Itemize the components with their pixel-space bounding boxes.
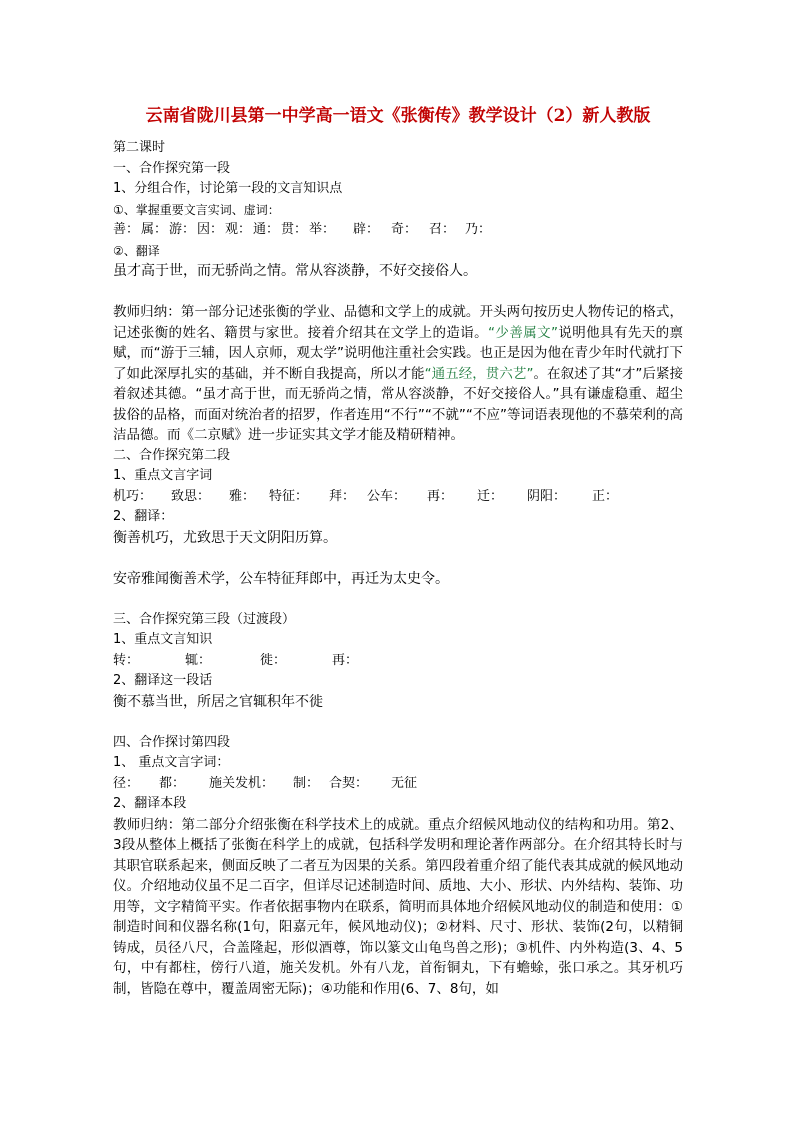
section2-translate-1: 衡善机巧，尤致思于天文阴阳历算。 — [113, 529, 337, 546]
word-item: 举： — [309, 222, 336, 237]
section1-word-list — [113, 220, 683, 241]
word-item: 属： — [141, 222, 168, 237]
section2-word-list — [113, 487, 683, 508]
section4-heading: 四、合作探讨第四段 — [113, 734, 231, 750]
word-item: 游： — [169, 222, 196, 237]
section3-word-list — [113, 651, 683, 672]
section2-sub: 2、翻译： — [113, 509, 174, 524]
section2-task: 1、重点文言字词 — [113, 468, 213, 483]
word-item: 特征： — [269, 488, 309, 504]
word-item: 通： — [253, 222, 280, 237]
word-item: 都： — [159, 775, 186, 791]
word-item: 合契： — [329, 775, 369, 791]
word-item: 贯： — [281, 222, 308, 237]
word-item: 奇： — [391, 222, 418, 237]
document-body — [113, 104, 683, 999]
word-item: 召： — [429, 222, 456, 237]
section3-translate: 衡不慕当世，所居之官辄积年不徙 — [113, 693, 323, 710]
section1-heading: 一、合作探究第一段 — [113, 160, 231, 176]
section1-sub1: ①、掌握重要文言实词、虚词： — [113, 202, 280, 217]
section4-sub: 2、翻译本段 — [113, 796, 187, 811]
summary-paragraph-2: 教师归纳：第二部分介绍张衡在科学技术上的成就。重点介绍候风地动仪的结构和功用。第2、3段从整体上概括了张衡在科学上的成就，包括科学发明和理论著作两部分。在介绍其特长时与其职官联系起来，侧面反映了二者互为因果的关系。第四段着重介绍了能代表其成就的候风地动仪。介绍地动仪虽不足二百字，但详尽记述制造时间、质地、大小、形状、内外结构、装饰、功用等，文字精简平实。作者依据事物内在联系，简明而具体地介绍候风地动仪的制造和使用：①制造时间和仪器名称(1句，阳嘉元年，候风地动仪)；②材料、尺寸、形状、装饰(2句，以精铜铸成，员径八尺，合盖隆起，形似酒尊，饰以篆文山龟鸟兽之形)；③机件、内外构造(3、4、5句，中有都柱，傍行八道，施关发机。外有八龙，首衔铜丸，下有蟾蜍，张口承之。其牙机巧制，皆隐在尊中，覆盖周密无际)；④功能和作用(6、7、8句，如 — [113, 816, 683, 997]
word-item: 乃： — [465, 222, 492, 237]
quote-text: “通五经，贯六艺” — [424, 365, 534, 382]
word-item: 徙： — [260, 652, 287, 668]
section2-heading: 二、合作探究第二段 — [113, 447, 231, 463]
word-item: 施关发机： — [209, 775, 275, 791]
word-item: 因： — [197, 222, 224, 237]
section4-task: 1、 重点文言字词： — [113, 755, 230, 770]
word-item: 迁： — [477, 488, 504, 504]
section1-task: 1、分组合作，讨论第一段的文言知识点 — [113, 181, 343, 196]
word-item: 再： — [427, 488, 454, 504]
word-item: 阴阳： — [527, 488, 567, 504]
section3-sub: 2、翻译这一段话 — [113, 673, 213, 688]
section2-translate-2: 安帝雅闻衡善术学，公车特征拜郎中，再迁为太史令。 — [113, 570, 449, 587]
word-item: 善： — [113, 222, 140, 237]
word-item: 再： — [332, 652, 359, 668]
section1-translate: 虽才高于世，而无骄尚之情。常从容淡静，不好交接俗人。 — [113, 263, 477, 279]
document-title: 云南省陇川县第一中学高一语文《张衡传》教学设计（2）新人教版 — [145, 106, 651, 126]
word-item: 雅： — [229, 488, 256, 504]
summary-paragraph-1: 教师归纳：第一部分记述张衡的学业、品德和文学上的成就。开头两句按历史人物传记的格式，记述张衡的姓名、籍贯与家世。接着介绍其在文学上的造诣。“少善属文”说明他具有先天的禀赋，而“游于三辅，因人京师，观太学”说明他注重社会实践。也正是因为他在青少年时代就打下了如此深厚扎实的基础，并不断自我提高，所以才能“通五经，贯六艺”。在叙述了其“才”后紧接着叙述其德。“虽才高于世，而无骄尚之情，常从容淡静，不好交接俗人。”具有谦虚稳重、超尘拔俗的品格，而面对统治者的招罗，作者连用“不行”“不就”“不应”等词语表现他的不慕荣利的高洁品德。而《二京赋》进一步证实其文学才能及精研精神。 — [113, 304, 684, 443]
word-item: 致思： — [171, 488, 211, 504]
word-item: 正： — [592, 488, 619, 504]
section1-sub2: ②、翻译 — [113, 243, 160, 258]
word-item: 辄： — [185, 652, 212, 668]
word-item: 无征 — [391, 775, 418, 791]
word-item: 拜： — [329, 488, 356, 504]
quote-text: “少善属文” — [488, 324, 558, 341]
word-item: 径： — [113, 775, 140, 791]
lesson-label: 第二课时 — [113, 140, 166, 155]
section4-word-list — [113, 774, 683, 795]
word-item: 公车： — [367, 488, 407, 504]
section3-heading: 三、合作探究第三段（过渡段） — [113, 611, 296, 627]
word-item: 制： — [293, 775, 320, 791]
word-item: 转： — [113, 652, 140, 668]
section3-task: 1、重点文言知识 — [113, 632, 213, 647]
word-item: 辟： — [353, 222, 380, 237]
word-item: 机巧： — [113, 488, 153, 504]
word-item: 观： — [225, 222, 252, 237]
